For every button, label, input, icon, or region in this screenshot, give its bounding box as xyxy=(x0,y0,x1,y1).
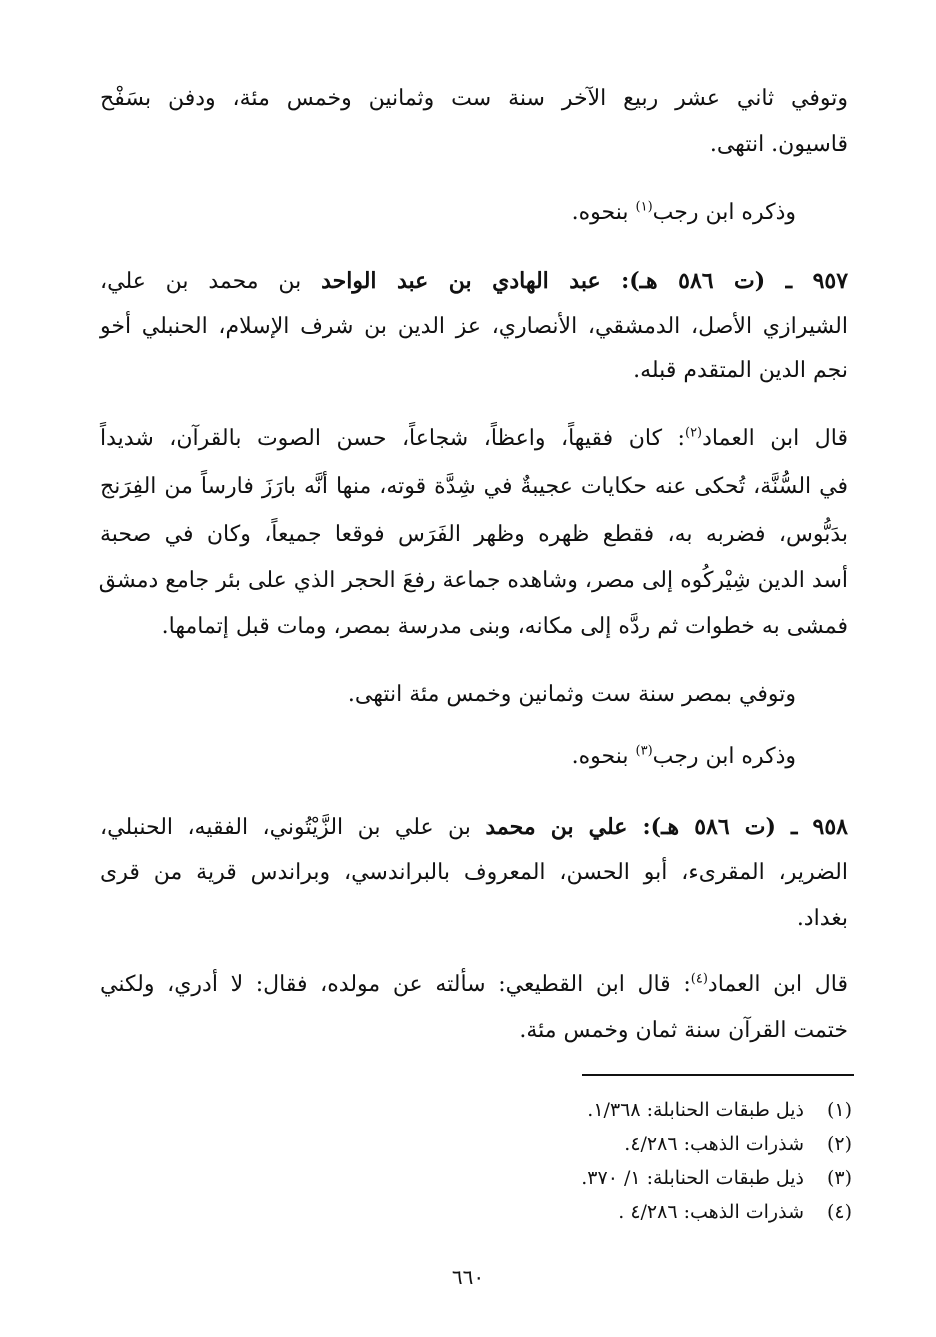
text-fragment: بنحوه. xyxy=(571,744,636,769)
footnote-text: ذيل طبقات الحنابلة: ١/ ٣٧٠. xyxy=(581,1167,804,1189)
text-line: بدَبُّوس، فضربه به، فقطع ظهره وظهر الفَرَس فوقعا جميعاً، وكان في صحبة xyxy=(100,522,848,547)
text-line: وتوفي ثاني عشر ربيع الآخر سنة ست وثمانين وخمس مئة، ودفن بسَفْح xyxy=(100,86,848,111)
text-fragment: بنحوه. xyxy=(571,200,636,225)
entry-heading-line xyxy=(100,266,848,297)
text-line xyxy=(100,424,848,454)
text-fragment: وذكره ابن رجب xyxy=(652,744,796,769)
text-fragment: بن محمد بن علي، xyxy=(100,269,322,294)
footnote-number: (٢) xyxy=(826,1133,852,1155)
entry-heading-line xyxy=(100,812,848,843)
text-fragment: وذكره ابن رجب xyxy=(652,200,796,225)
footnote-number: (٤) xyxy=(826,1201,852,1223)
footnote-ref: (١) xyxy=(635,199,653,215)
text-line: الضرير، المقرىء، أبو الحسن، المعروف بالبراندسي، وبراندس قرية من قرى xyxy=(100,860,848,885)
text-line: بغداد. xyxy=(796,906,848,931)
text-line xyxy=(100,198,796,228)
text-line: الشيرازي الأصل، الدمشقي، الأنصاري، عز الدين بن شرف الإسلام، الحنبلي أخو xyxy=(100,314,848,339)
text-line: قاسيون. انتهى. xyxy=(709,132,848,157)
text-line: وتوفي بمصر سنة ست وثمانين وخمس مئة انتهى. xyxy=(347,682,796,707)
footnote-ref: (٤) xyxy=(690,971,708,987)
footnote-number: (١) xyxy=(826,1099,852,1121)
text-line xyxy=(100,970,848,1000)
footnote-divider xyxy=(582,1074,854,1076)
footnote-text: شذرات الذهب: ٤/٢٨٦ . xyxy=(618,1201,804,1223)
footnote-ref: (٣) xyxy=(635,743,653,759)
text-line: في السُّنَّة، تُحكى عنه حكايات عجيبةٌ في شِدَّة قوته، منها أنَّه بارَزَ فارساً من الفِرَنج xyxy=(100,474,848,499)
footnote-number: (٣) xyxy=(826,1167,852,1189)
footnote-text: ذيل طبقات الحنابلة: ١/٣٦٨. xyxy=(587,1099,804,1121)
footnote xyxy=(452,1198,852,1226)
footnote xyxy=(452,1164,852,1192)
entry-number: ٩٥٧ ـ (ت ٥٨٦ هـ): xyxy=(600,268,849,294)
text-line: ختمت القرآن سنة ثمان وخمس مئة. xyxy=(519,1018,848,1043)
footnote-ref: (٢) xyxy=(684,425,703,441)
text-line: نجم الدين المتقدم قبله. xyxy=(633,358,848,383)
text-fragment: قال ابن العماد xyxy=(707,972,848,997)
text-fragment: : قال ابن القطيعي: سألته عن مولده، فقال: لا أدري، ولكني xyxy=(100,972,691,997)
text-fragment: : كان فقيهاً، واعظاً، شجاعاً، حسن الصوت بالقرآن، شديداً xyxy=(100,426,685,451)
text-line xyxy=(100,742,796,772)
footnote-text: شذرات الذهب: ٤/٢٨٦. xyxy=(624,1133,804,1155)
footnote xyxy=(452,1130,852,1158)
text-line: أسد الدين شِيْركُوه إلى مصر، وشاهده جماعة رفعَ الحجر الذي على بئر جامع دمشق xyxy=(98,568,848,593)
text-fragment: بن علي بن الزَّيْتُوني، الفقيه، الحنبلي، xyxy=(100,815,486,840)
entry-name: علي بن محمد xyxy=(485,814,628,840)
text-line: فمشى به خطوات ثم ردَّه إلى مكانه، وبنى مدرسة بمصر، ومات قبل إتمامها. xyxy=(161,614,848,639)
page-number: ٦٦٠ xyxy=(451,1265,485,1289)
footnote xyxy=(452,1096,852,1124)
text-fragment: قال ابن العماد xyxy=(702,426,848,451)
entry-number: ٩٥٨ ـ (ت ٥٨٦ هـ): xyxy=(627,814,848,840)
entry-name: عبد الهادي بن عبد الواحد xyxy=(321,268,601,294)
